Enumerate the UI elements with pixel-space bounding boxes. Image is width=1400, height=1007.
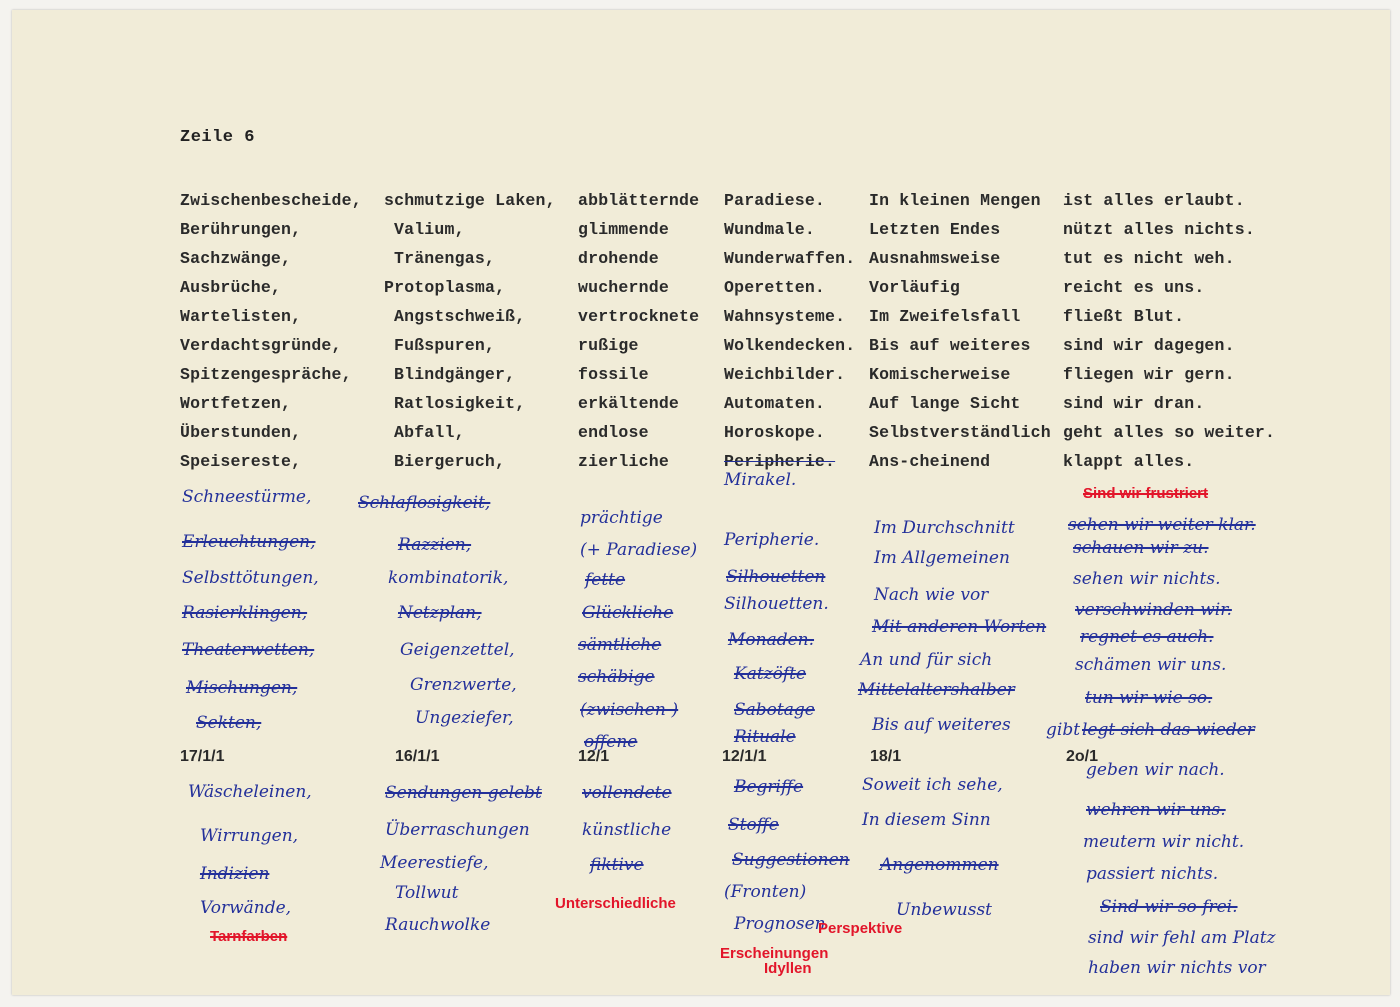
handwritten-note: Sabotage [734, 700, 815, 720]
typed-line: nützt alles nichts. [1063, 220, 1255, 239]
handwritten-note: prächtige [580, 508, 663, 528]
typed-line: Speisereste, [180, 452, 302, 471]
typed-line: Komischerweise [869, 365, 1011, 384]
typed-line: Ausbrüche, [180, 278, 282, 297]
handwritten-note: haben wir nichts vor [1088, 958, 1266, 978]
handwritten-note: Vorwände, [200, 898, 292, 918]
typed-line: Angstschweiß, [394, 307, 526, 326]
handwritten-note: legt sich das wieder [1082, 720, 1255, 740]
handwritten-note: regnet es auch. [1080, 627, 1214, 647]
handwritten-note: vollendete [582, 783, 672, 803]
handwritten-note: Stoffe [728, 815, 779, 835]
typed-line: fließt Blut. [1063, 307, 1185, 326]
typed-line: Paradiese. [724, 191, 826, 210]
typed-line: rußige [578, 336, 639, 355]
typed-line: schmutzige Laken, [384, 191, 556, 210]
handwritten-note: Begriffe [734, 777, 804, 797]
handwritten-note: sehen wir nichts. [1073, 569, 1221, 589]
handwritten-note: Nach wie vor [874, 585, 989, 605]
typed-line: Automaten. [724, 394, 826, 413]
typed-line: wuchernde [578, 278, 669, 297]
handwritten-note: Rasierklingen, [182, 603, 308, 623]
date-label: 17/1/1 [180, 748, 225, 765]
handwritten-note: Netzplan, [398, 603, 482, 623]
handwritten-note: geben wir nach. [1086, 760, 1225, 780]
handwritten-note: Überraschungen [385, 820, 530, 840]
handwritten-note: (+ Paradiese) [580, 540, 698, 560]
typed-line: Verdachtsgründe, [180, 336, 342, 355]
handwritten-note: schauen wir zu. [1073, 538, 1209, 558]
typed-line: ist alles erlaubt. [1063, 191, 1245, 210]
red-handwritten-note: Erscheinungen [720, 945, 829, 962]
red-handwritten-note: Tarnfarben [210, 928, 288, 945]
typed-line: fliegen wir gern. [1063, 365, 1235, 384]
handwritten-note: Selbsttötungen, [182, 568, 319, 588]
typed-column-4 [724, 186, 855, 476]
red-handwritten-note: Unterschiedliche [555, 895, 676, 912]
typed-line: geht alles so weiter. [1063, 423, 1276, 442]
typed-line: Protoplasma, [384, 278, 506, 297]
handwritten-note: Im Durchschnitt [874, 518, 1015, 538]
handwritten-note: Mirakel. [724, 470, 797, 490]
handwritten-note: meutern wir nicht. [1083, 832, 1245, 852]
handwritten-note: Suggestionen [732, 850, 850, 870]
typed-line: Valium, [394, 220, 465, 239]
typed-line: sind wir dagegen. [1063, 336, 1235, 355]
typed-line: Berührungen, [180, 220, 302, 239]
typed-line: Tränengas, [394, 249, 496, 268]
handwritten-note: kombinatorik, [388, 568, 509, 588]
typed-line: tut es nicht weh. [1063, 249, 1235, 268]
handwritten-note: Meerestiefe, [380, 853, 489, 873]
handwritten-note: schämen wir uns. [1075, 655, 1227, 675]
handwritten-note: Sind wir so frei. [1100, 897, 1238, 917]
handwritten-note: Im Allgemeinen [874, 548, 1010, 568]
handwritten-note: An und für sich [860, 650, 993, 670]
typed-line: erkältende [578, 394, 680, 413]
typed-line: Blindgänger, [394, 365, 516, 384]
page-title: Zeile 6 [180, 128, 255, 147]
handwritten-note: Wäscheleinen, [188, 782, 312, 802]
typed-line: drohende [578, 249, 659, 268]
typed-line: Horoskope. [724, 423, 826, 442]
handwritten-note: Theaterwetten, [182, 640, 315, 660]
typed-line: Vorläufig [869, 278, 960, 297]
typed-column-1 [180, 186, 362, 476]
typed-line: In kleinen Mengen [869, 191, 1041, 210]
typed-line: vertrocknete [578, 307, 700, 326]
typed-line: Selbstverständlich [869, 423, 1051, 442]
typed-column-3 [578, 186, 699, 476]
typed-line: Wunderwaffen. [724, 249, 856, 268]
handwritten-note: passiert nichts. [1086, 864, 1219, 884]
typed-line: sind wir dran. [1063, 394, 1205, 413]
typed-line: Im Zweifelsfall [869, 307, 1021, 326]
handwritten-note: fette [585, 570, 626, 590]
red-handwritten-note: Perspektive [818, 920, 903, 937]
handwritten-note: Sendungen gelebt [385, 783, 542, 803]
handwritten-note: Silhouetten. [724, 594, 829, 614]
handwritten-note: Unbewusst [896, 900, 992, 920]
typed-line: Weichbilder. [724, 365, 846, 384]
typed-line: Fußspuren, [394, 336, 496, 355]
red-handwritten-note: Sind wir frustriert [1083, 485, 1209, 502]
typed-column-6 [1063, 186, 1275, 476]
handwritten-note: (zwischen-) [580, 700, 679, 720]
red-handwritten-note: Idyllen [764, 960, 812, 977]
typed-line: Überstunden, [180, 423, 302, 442]
handwritten-note: Wirrungen, [200, 826, 299, 846]
handwritten-note: Tollwut [395, 883, 459, 903]
typed-column-2 [384, 186, 556, 476]
typed-column-5 [869, 186, 1051, 476]
handwritten-note: offene [584, 732, 638, 752]
typed-line: zierliche [578, 452, 669, 471]
typed-line: Biergeruch, [394, 452, 506, 471]
handwritten-note: Angenommen [880, 855, 999, 875]
handwritten-note: Mit anderen Worten [872, 617, 1047, 637]
typed-line: Wartelisten, [180, 307, 302, 326]
typed-line: Spitzengespräche, [180, 365, 352, 384]
handwritten-note: Erleuchtungen, [182, 532, 316, 552]
date-label: 2o/1 [1066, 748, 1099, 765]
typed-line: Wahnsysteme. [724, 307, 846, 326]
typed-line: Operetten. [724, 278, 826, 297]
handwritten-note: schäbige [578, 667, 655, 687]
handwritten-note: Prognosen [734, 914, 826, 934]
date-label: 16/1/1 [395, 748, 440, 765]
handwritten-note: Razzien, [398, 535, 472, 555]
handwritten-note: Mittelaltershalber [858, 680, 1015, 700]
typed-line: reicht es uns. [1063, 278, 1205, 297]
handwritten-note: Silhouetten [726, 567, 826, 587]
typed-line: Zwischenbescheide, [180, 191, 362, 210]
handwritten-note: verschwinden wir. [1075, 600, 1232, 620]
handwritten-note: Sekten, [196, 713, 262, 733]
handwritten-note: wehren wir uns. [1086, 800, 1226, 820]
handwritten-note: Katzöfte [734, 664, 807, 684]
handwritten-note: Geigenzettel, [400, 640, 515, 660]
handwritten-note: Bis auf weiteres [872, 715, 1011, 735]
typed-line: fossile [578, 365, 649, 384]
typed-line: glimmende [578, 220, 669, 239]
date-label: 12/1/1 [722, 748, 767, 765]
handwritten-note: (Fronten) [724, 882, 807, 902]
handwritten-note: Grenzwerte, [410, 675, 517, 695]
typed-line: Ans-cheinend [869, 452, 991, 471]
handwritten-note: Monaden. [728, 630, 815, 650]
date-label: 18/1 [870, 748, 902, 765]
handwritten-note: tun wir wie so. [1085, 688, 1213, 708]
handwritten-note: Rauchwolke [385, 915, 491, 935]
handwritten-note: In diesem Sinn [862, 810, 991, 830]
typed-line: Abfall, [394, 423, 465, 442]
handwritten-note: sämtliche [578, 635, 662, 655]
handwritten-note: Schlaflosigkeit, [358, 493, 491, 513]
typed-line: Wolkendecken. [724, 336, 856, 355]
handwritten-note: Indizien [200, 864, 270, 884]
handwritten-note: Mischungen, [186, 678, 298, 698]
handwritten-note: Peripherie. [724, 530, 820, 550]
typed-line: Wortfetzen, [180, 394, 292, 413]
typed-line: Letzten Endes [869, 220, 1001, 239]
date-label: 12/1 [578, 748, 610, 765]
handwritten-note: fiktive [590, 855, 644, 875]
handwritten-note: Soweit ich sehe, [862, 775, 1003, 795]
handwritten-note: Rituale [734, 727, 796, 747]
typed-line: Auf lange Sicht [869, 394, 1021, 413]
typed-line: Bis auf weiteres [869, 336, 1031, 355]
handwritten-note: Glückliche [582, 603, 674, 623]
typed-line: Wundmale. [724, 220, 815, 239]
typed-line: Ratlosigkeit, [394, 394, 526, 413]
handwritten-note: Schneestürme, [182, 487, 312, 507]
typed-line: endlose [578, 423, 649, 442]
typed-line: abblätternde [578, 191, 700, 210]
handwritten-note: Ungeziefer, [415, 708, 514, 728]
typed-line: Sachzwänge, [180, 249, 292, 268]
typed-line-struck: Peripherie. [724, 452, 836, 471]
handwritten-note: künstliche [582, 820, 672, 840]
handwritten-note: sind wir fehl am Platz [1088, 928, 1276, 948]
typed-line: Ausnahmsweise [869, 249, 1001, 268]
typed-line: klappt alles. [1063, 452, 1195, 471]
handwritten-note: gibt [1046, 720, 1081, 740]
handwritten-note: sehen wir weiter klar. [1068, 515, 1256, 535]
